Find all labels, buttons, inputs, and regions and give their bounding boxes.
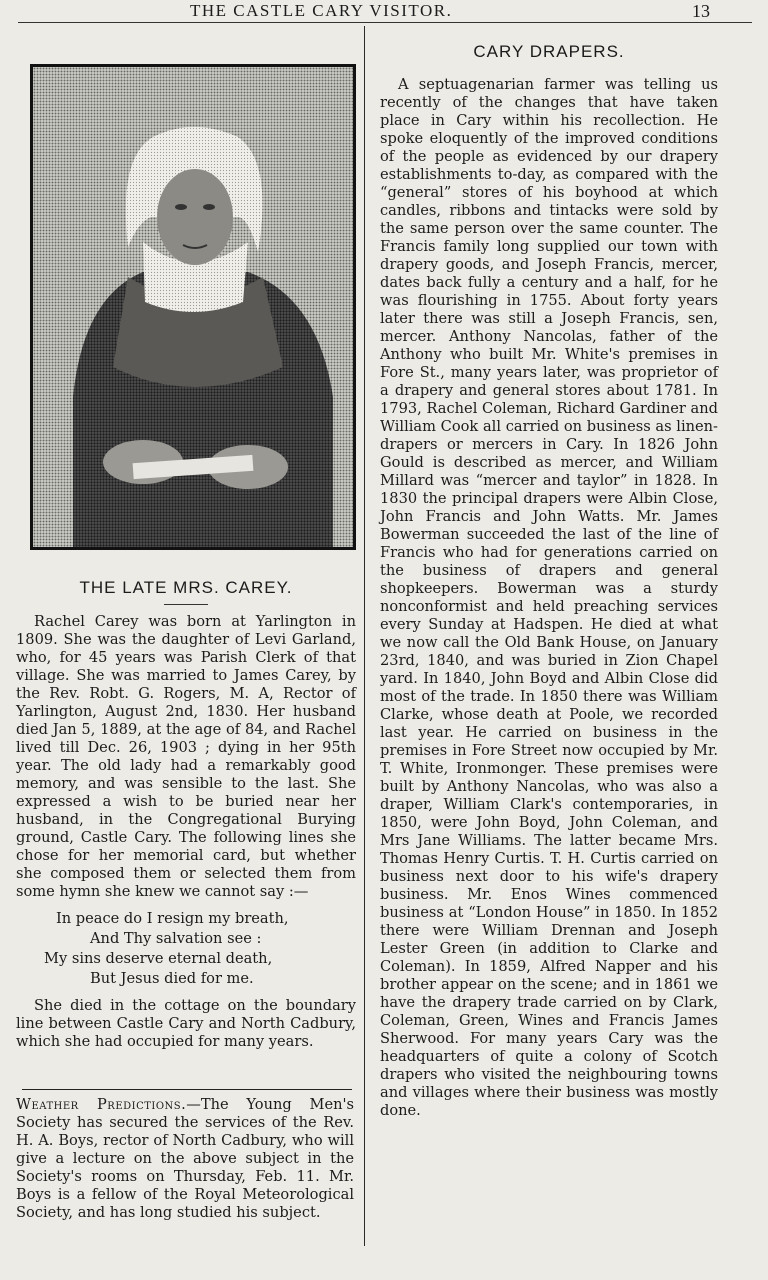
header-rule: [18, 22, 752, 23]
portrait-illustration: [33, 67, 353, 547]
publication-title: THE CASTLE CARY VISITOR.: [190, 1, 453, 20]
verse-line: And Thy salvation see :: [90, 930, 262, 947]
page-number: 13: [692, 1, 710, 21]
article-cary-drapers: [380, 42, 718, 1120]
weather-predictions-notice: [16, 1096, 354, 1222]
column-divider: [364, 26, 365, 1246]
notice-heading: Weather Predictions.: [16, 1096, 187, 1113]
verse-line: In peace do I resign my breath,: [56, 910, 289, 927]
section-rule: [22, 1089, 352, 1090]
notice-text: —The Young Men's Society has secured the services of the Rev. H. A. Boys, rector of North Cadbury, who will give a lecture on the above subject in the Society's rooms on Thursday, Feb. 11. Mr. Boys is a fellow of the Royal Meteorological Society, and has long studied his subject.: [16, 1096, 354, 1221]
article-paragraph: She died in the cottage on the boundary line between Castle Cary and North Cadbury, which she had occupied for many years.: [16, 997, 356, 1050]
verse-line: But Jesus died for me.: [90, 970, 254, 987]
memorial-verse: [16, 909, 356, 989]
article-title: CARY DRAPERS.: [473, 42, 625, 61]
title-rule: [164, 604, 208, 605]
article-late-mrs-carey: [16, 570, 356, 1051]
verse-line: My sins deserve eternal death,: [44, 950, 273, 967]
article-title: THE LATE MRS. CAREY.: [79, 578, 293, 597]
running-head: [0, 0, 768, 22]
portrait-photo: [30, 64, 356, 550]
article-paragraph: A septuagenarian farmer was telling us recently of the changes that have taken place in Cary within his recollection. He spoke eloquently of the improved conditions of the people as evidenced by our drapery establishments to-day, as compared with the “general” stores of his boyhood at which candles, ribbons and tintacks were sold by the same person over the same counter. The Francis family long supplied our town with drapery goods, and Joseph Francis, mercer, dates back fully a century and a half, for he was flourishing in 1755. About forty years later there was still a Joseph Francis, sen, mercer. Anthony Nancolas, father of the Anthony who built Mr. White's premises in Fore St., many years later, was proprietor of a drapery and general stores about 1781. In 1793, Rachel Coleman, Richard Gardiner and William Cook all carried on business as linen-drapers or mercers in Cary. In 1826 John Gould is described as mercer, and William Millard was “mercer and taylor” in 1828. In 1830 the principal drapers were Albin Close, John Francis and John Watts. Mr. James Bowerman succeeded the last of the line of Francis who had for generations carried on the business of drapers and general shopkeepers. Bowerman was a sturdy nonconformist and held preaching services every Sunday at Hadspen. He died at what we now call the Old Bank House, on January 23rd, 1840, and was buried in Zion Chapel yard. In 1840, John Boyd and Albin Close did most of the trade. In 1850 there was William Clarke, whose death at Poole, we recorded last year. He carried on business in the premises in Fore Street now occupied by Mr. T. White, Ironmonger. These premises were built by Anthony Nancolas, who was also a draper, William Clark's contemporaries, in 1850, were John Boyd, John Coleman, and Mrs Jane Williams. The latter became Mrs. Thomas Henry Curtis. T. H. Curtis carried on business next door to his wife's drapery business. Mr. Enos Wines commenced business at “London House” in 1850. In 1852 there were William Drennan and Joseph Lester Green (in addition to Clarke and Coleman). In 1859, Alfred Napper and his brother appear on the scene; and in 1861 we have the drapery trade carried on by Clark, Coleman, Green, Wines and Francis James Sherwood. For many years Cary was the headquarters of quite a colony of Scotch drapers who visited the neighbouring towns and villages where their business was mostly done.: [380, 76, 718, 1119]
article-paragraph: Rachel Carey was born at Yarlington in 1809. She was the daughter of Levi Garland, who, for 45 years was Parish Clerk of that village. She was married to James Carey, by the Rev. Robt. G. Rogers, M. A, Rector of Yarlington, August 2nd, 1830. Her husband died Jan 5, 1889, at the age of 84, and Rachel lived till Dec. 26, 1903 ; dying in her 95th year. The old lady had a remarkably good memory, and was sensible to the last. She expressed a wish to be buried near her husband, in the Congregational Burying ground, Castle Cary. The following lines she chose for her memorial card, but whether she composed them or selected them from some hymn she knew we cannot say :—: [16, 613, 356, 900]
